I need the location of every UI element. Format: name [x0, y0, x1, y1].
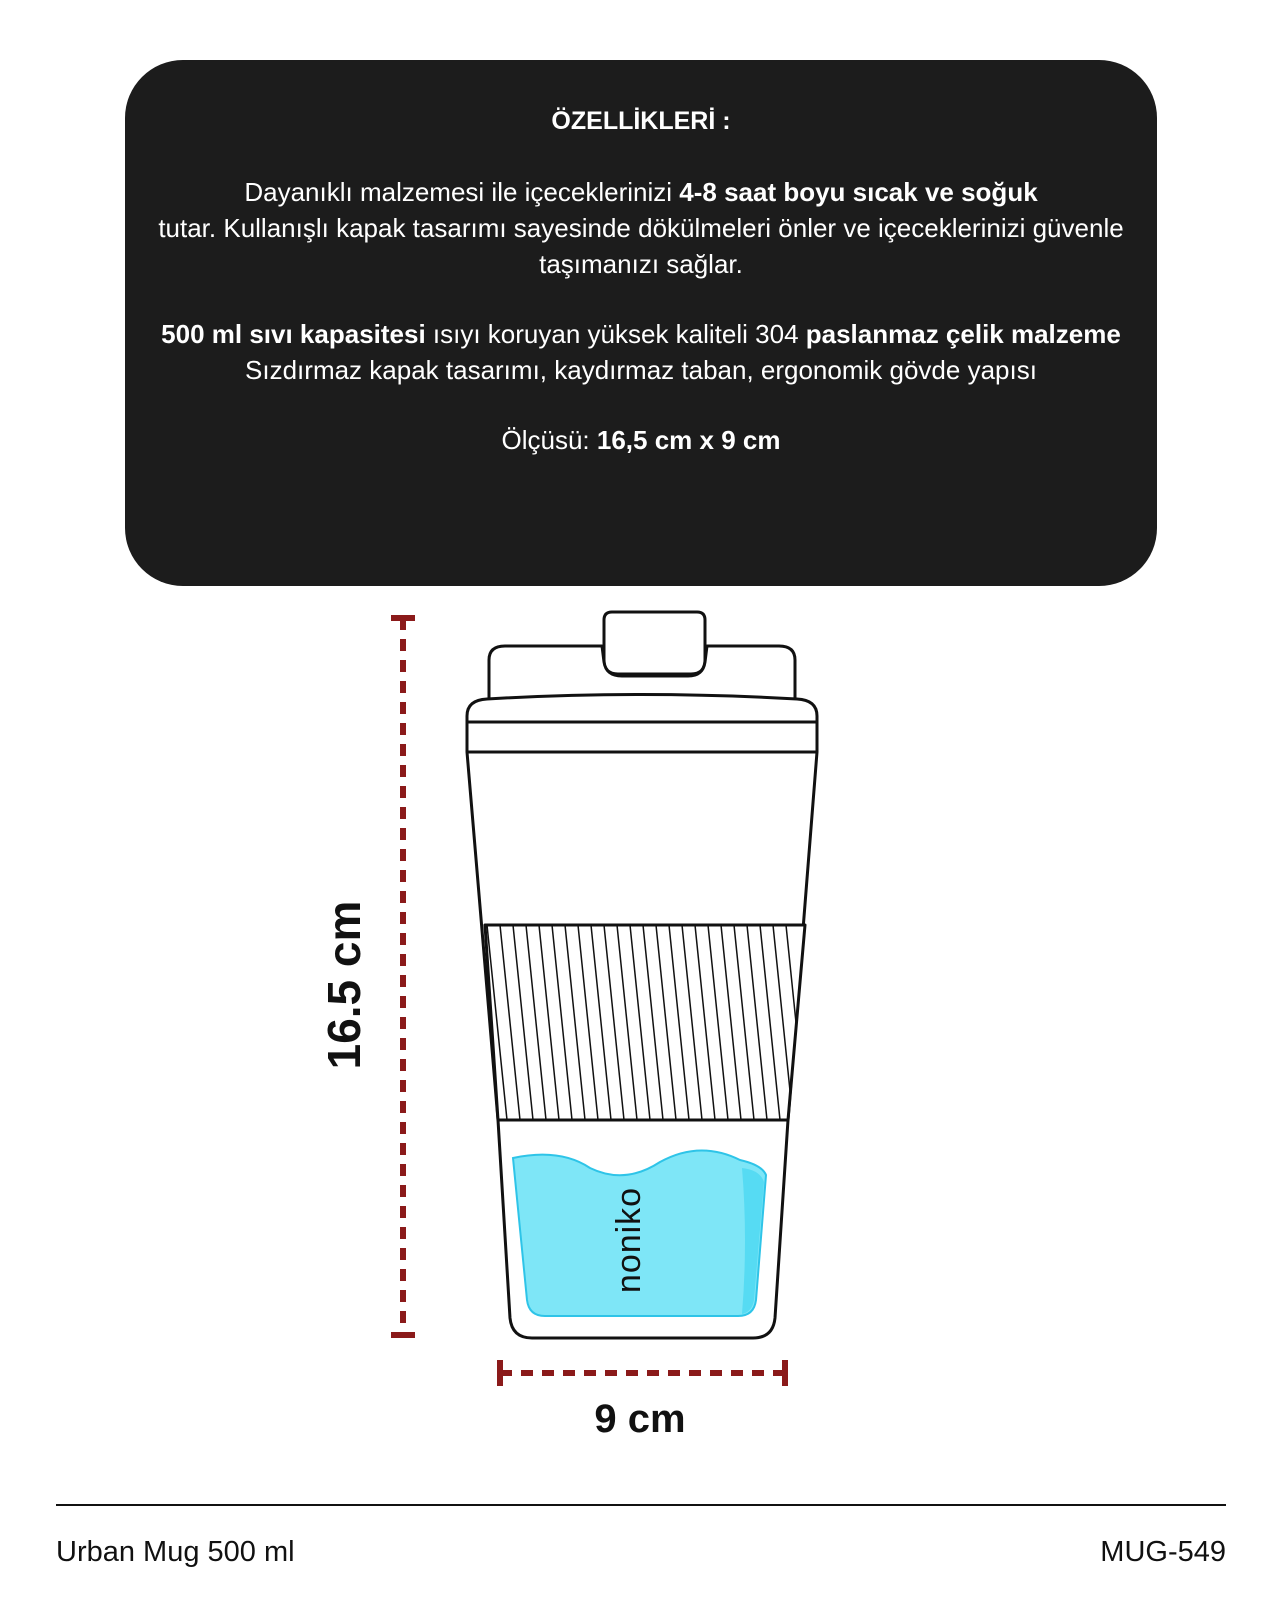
- footer-divider: [56, 1504, 1226, 1506]
- features-title: ÖZELLİKLERİ :: [551, 107, 731, 135]
- p1-text-bold: 4-8 saat boyu sıcak ve soğuk: [679, 177, 1038, 207]
- p2-text-d: Sızdırmaz kapak tasarımı, kaydırmaz taban, ergonomik gövde yapısı: [245, 355, 1037, 385]
- brand-logo: noniko: [610, 1186, 648, 1294]
- p2-text-bold-c: paslanmaz çelik malzeme: [805, 319, 1121, 349]
- product-name: Urban Mug 500 ml: [56, 1536, 295, 1568]
- lid-rim: [467, 695, 817, 725]
- height-dimension-line: [391, 618, 415, 1335]
- width-label: 9 cm: [594, 1397, 686, 1441]
- lid-tab: [604, 612, 705, 674]
- width-dimension-line: [500, 1360, 785, 1386]
- size-label: Ölçüsü:: [501, 425, 597, 455]
- p2-text-bold-a: 500 ml sıvı kapasitesi: [161, 319, 426, 349]
- p1-text-c: tutar. Kullanışlı kapak tasarımı sayesinde dökülmeleri önler ve içeceklerinizi güvenle taşımanızı sağlar.: [158, 213, 1124, 279]
- size-value: 16,5 cm x 9 cm: [596, 425, 781, 455]
- p2-text-b: ısıyı koruyan yüksek kaliteli 304: [425, 319, 806, 349]
- p1-text-a: Dayanıklı malzemesi ile içeceklerinizi: [244, 177, 680, 207]
- product-sku: MUG-549: [1100, 1536, 1226, 1568]
- height-label: 16.5 cm: [318, 900, 370, 1070]
